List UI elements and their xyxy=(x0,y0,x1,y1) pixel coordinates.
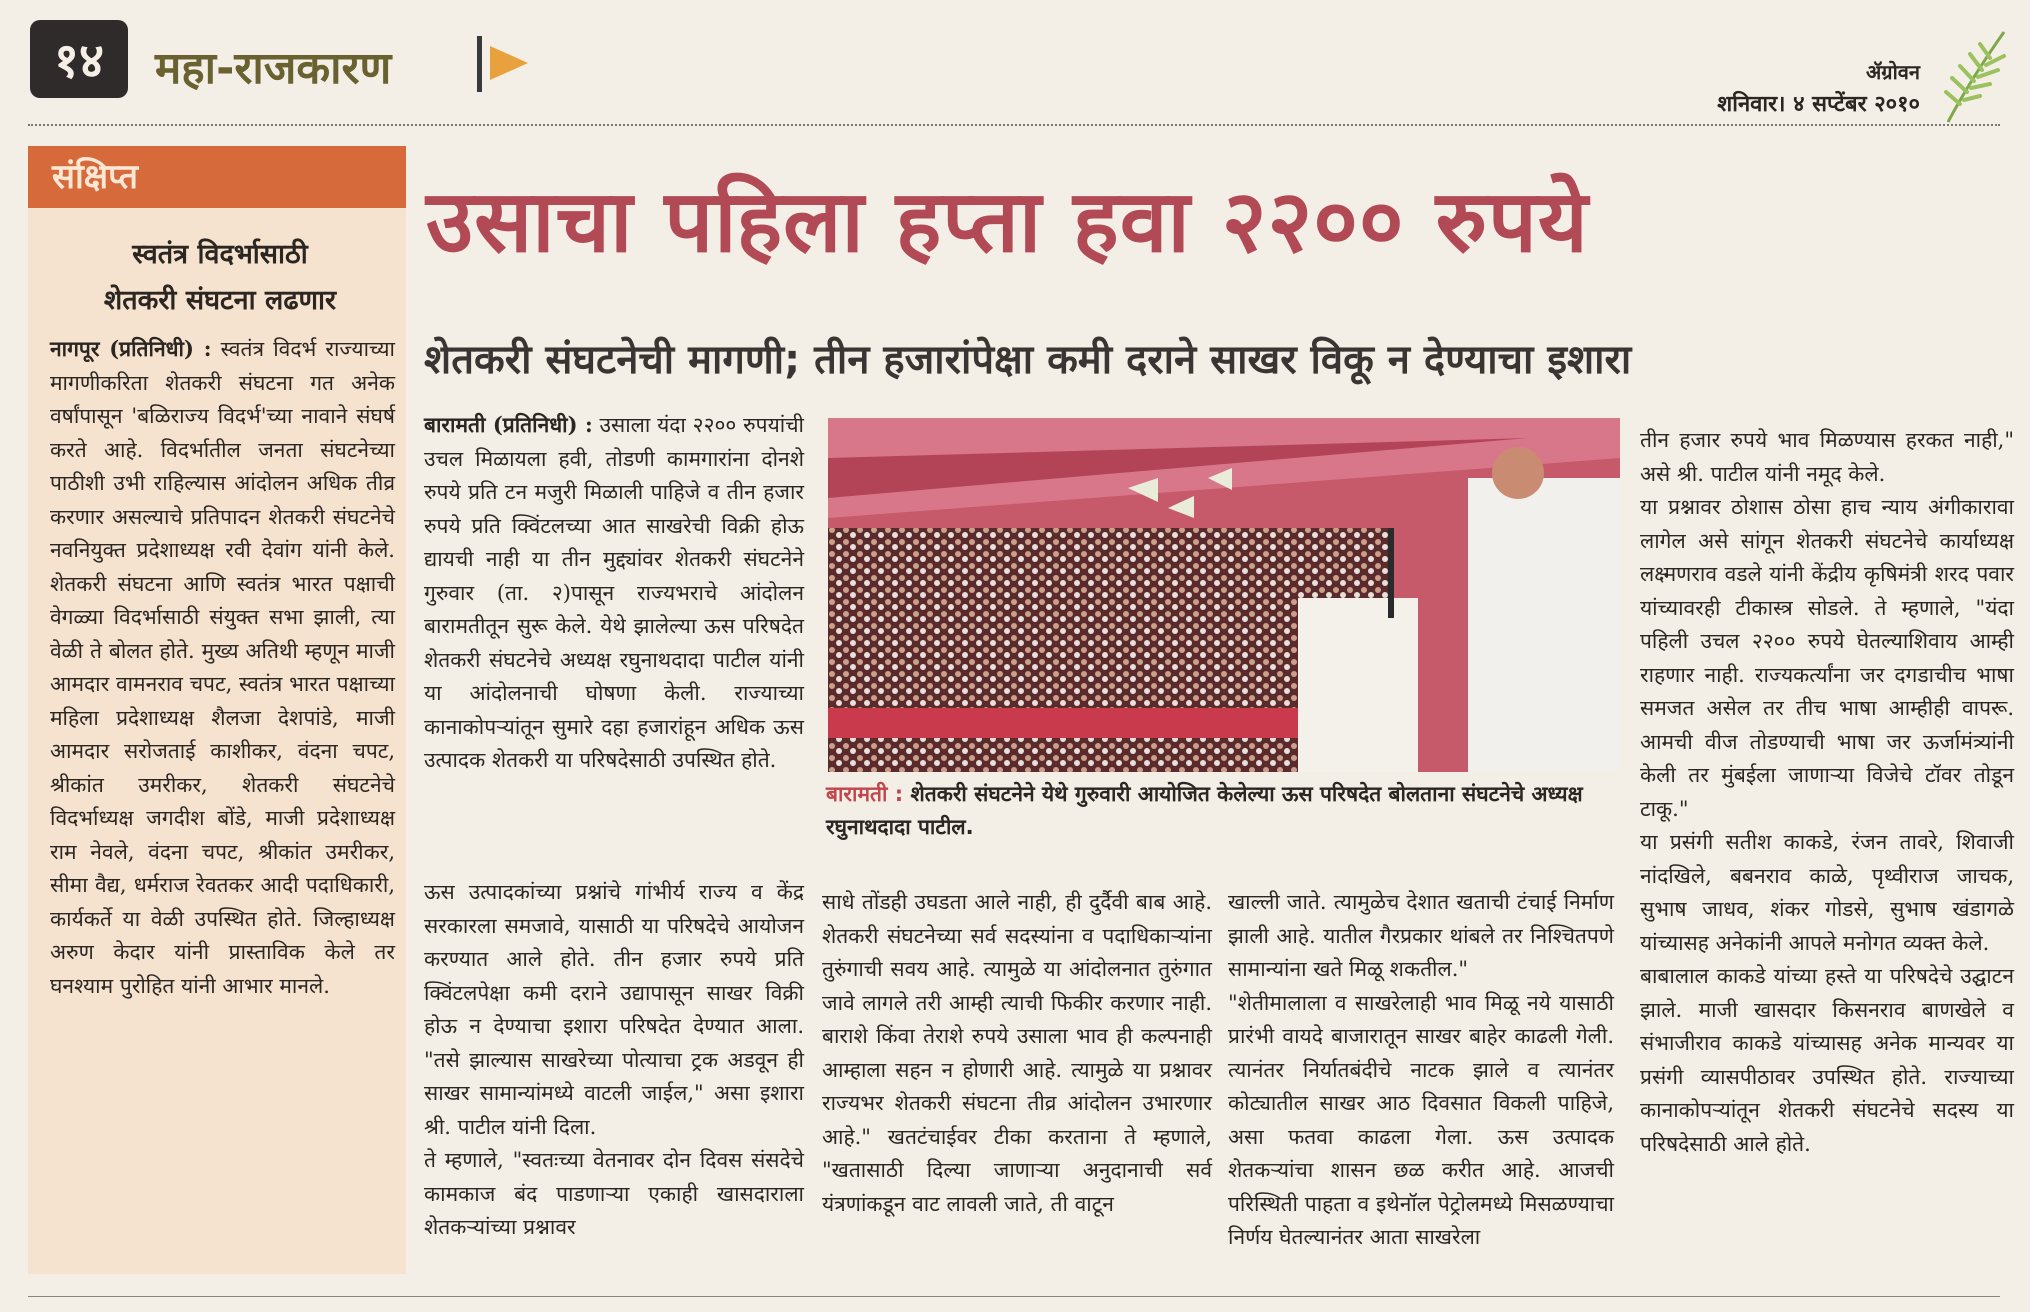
article-column-1-top xyxy=(424,408,804,778)
sidebar-dateline: नागपूर (प्रतिनिधी) : xyxy=(50,336,212,361)
section-title: महा-राजकारण xyxy=(155,43,392,94)
article-column-1-bottom: ऊस उत्पादकांच्या प्रश्नांचे गांभीर्य राज्य व केंद्र सरकारला समजावे, यासाठी या परिषदेचे आयोजन करण्यात आले होते. तीन हजार रुपये प्रति क्विंटलपेक्षा कमी दराने उद्यापासून साखर विक्री होऊ न देण्याचा इशारा परिषदेत देण्यात आला. "तसे झाल्यास साखरेच्या पोत्याचा ट्रक अडवून ही साखर सामान्यांमध्ये वाटली जाईल," असा इशारा श्री. पाटील यांनी दिला. ते म्हणाले, "स्वतःच्या वेतनावर दोन दिवस संसदेचे कामकाज बंद पाडणाऱ्या एकाही खासदाराला शेतकऱ्यांच्या प्रश्नावर xyxy=(424,880,804,1239)
brief-sidebar xyxy=(28,146,406,1274)
caption-location: बारामती : xyxy=(826,782,904,806)
article-column-2: साधे तोंडही उघडता आले नाही, ही दुर्दैवी बाब आहे. शेतकरी संघटनेच्या सर्व सदस्यांना व पदाधिकाऱ्यांना तुरुंगाची सवय आहे. त्यामुळे या आंदोलनात तुरुंगात जावे लागले तरी आम्ही त्याची फिकीर करणार नाही. बाराशे किंवा तेराशे रुपये उसाला भाव ही कल्पनाही आम्हाला सहन न होणारी आहे. त्यामुळे या प्रश्नावर राज्यभर शेतकरी संघटना तीव्र आंदोलन उभारणार आहे." खतटंचाईवर टीका करताना ते म्हणाले, "खतासाठी दिल्या जाणाऱ्या अनुदानाची सर्व यंत्रणांकडून वाट लावली जाते, ती वाटून xyxy=(822,890,1212,1216)
sidebar-tab: संक्षिप्त xyxy=(28,146,406,208)
section-divider xyxy=(477,36,482,92)
sub-headline: शेतकरी संघटनेची मागणी; तीन हजारांपेक्षा कमी दराने साखर विकू न देण्याचा इशारा xyxy=(424,337,1632,383)
article-column-3: खाल्ली जाते. त्यामुळेच देशात खताची टंचाई निर्माण झाली आहे. यातील गैरप्रकार थांबले तर निश्चितपणे सामान्यांना खते मिळू शकतील." "शेतीमालाला व साखरेलाही भाव मिळू नये यासाठी प्रारंभी वायदे बाजारातून साखर बाहेर काढली गेली. त्यानंतर निर्यातबंदीचे नाटक झाले व त्यानंतर कोट्यातील साखर आठ दिवसात विकली पाहिजे, असा फतवा काढला गेला. ऊस उत्पादक शेतकऱ्यांचा शासन छळ करीत आहे. आजची परिस्थिती पाहता व इथेनॉल पेट्रोलमध्ये मिसळण्याचा निर्णय घेतल्यानंतर आता साखरेला xyxy=(1228,890,1614,1249)
sidebar-headline-line2: शेतकरी संघटना लढणार xyxy=(103,285,337,316)
article-dateline: बारामती (प्रतिनिधी) : xyxy=(424,412,593,437)
leaf-logo-icon xyxy=(1940,26,2010,126)
photo-caption xyxy=(826,778,1622,844)
caption-text: शेतकरी संघटनेने येथे गुरुवारी आयोजित केलेल्या ऊस परिषदेत बोलताना संघटनेचे अध्यक्ष रघुनाथदादा पाटील. xyxy=(826,782,1583,839)
header-rule xyxy=(28,124,2000,126)
sidebar-headline-line1: स्वतंत्र विदर्भासाठी xyxy=(132,239,308,270)
rally-photo xyxy=(828,418,1620,772)
sidebar-body xyxy=(50,332,395,1003)
page-number-badge: १४ xyxy=(30,20,128,98)
bottom-rule xyxy=(28,1296,2000,1297)
publication-date: शनिवार। ४ सप्टेंबर २०१० xyxy=(1717,92,1920,117)
rally-photo-illustration xyxy=(828,418,1620,772)
article-column-4: तीन हजार रुपये भाव मिळण्यास हरकत नाही," असे श्री. पाटील यांनी नमूद केले. या प्रश्नावर ठोशास ठोसा हाच न्याय अंगीकारावा लागेल असे सांगून शेतकरी संघटनेचे कार्याध्यक्ष लक्ष्मणराव वडले यांनी केंद्रीय कृषिमंत्री शरद पवार यांच्यावरही टीकास्त्र सोडले. ते म्हणाले, "यंदा पहिली उचल २२०० रुपये घेतल्याशिवाय आम्ही राहणार नाही. राज्यकर्त्यांना जर दगडाचीच भाषा समजत असेल तर तीच भाषा आम्हीही वापरू. आमची वीज तोडण्याची भाषा जर ऊर्जामंत्र्यांनी केली तर मुंबईला जाणाऱ्या विजेचे टॉवर तोडून टाकू." या प्रसंगी सतीश काकडे, रंजन तावरे, शिवाजी नांदखिले, बबनराव काळे, पृथ्वीराज जाचक, सुभाष जाधव, शंकर गोडसे, सुभाष खंडागळे यांच्यासह अनेकांनी आपले मनोगत व्यक्त केले. बाबालाल काकडे यांच्या हस्ते या परिषदेचे उद्घाटन झाले. माजी खासदार किसनराव बाणखेले व संभाजीराव काकडे यांच्यासह अनेक मान्यवर या प्रसंगी व्यासपीठावर उपस्थित होते. राज्याच्या कानाकोपऱ्यांतून शेतकरी संघटनेचे सदस्य या परिषदेसाठी आले होते. xyxy=(1640,428,2014,1156)
sidebar-headline xyxy=(50,232,390,324)
publication-name: ॲग्रोवन xyxy=(1866,60,1920,84)
main-headline: उसाचा पहिला हप्ता हवा २२०० रुपये xyxy=(426,172,1589,272)
arrow-icon xyxy=(490,46,528,80)
sidebar-body-text: स्वतंत्र विदर्भ राज्याच्या मागणीकरिता शेतकरी संघटना गत अनेक वर्षांपासून 'बळिराज्य विदर्भ'च्या नावाने संघर्ष करते आहे. विदर्भातील जनता संघटनेच्या पाठीशी उभी राहिल्यास आंदोलन अधिक तीव्र करणार असल्याचे प्रतिपादन शेतकरी संघटनेचे नवनियुक्त प्रदेशाध्यक्ष रवी देवांग यांनी केले. शेतकरी संघटना आणि स्वतंत्र भारत पक्षाची वेगळ्या विदर्भासाठी संयुक्त सभा झाली, त्या वेळी ते बोलत होते. मुख्य अतिथी म्हणून माजी आमदार वामनराव चपट, स्वतंत्र भारत पक्षाच्या महिला प्रदेशाध्यक्ष शैलजा देशपांडे, माजी आमदार सरोजताई काशीकर, वंदना चपट, श्रीकांत उमरीकर, शेतकरी संघटनेचे विदर्भाध्यक्ष जगदीश बोंडे, माजी प्रदेशाध्यक्ष राम नेवले, वंदना चपट, श्रीकांत उमरीकर, सीमा वैद्य, धर्मराज रेवतकर आदी पदाधिकारी, कार्यकर्ते या वेळी उपस्थित होते. जिल्हाध्यक्ष अरुण केदार यांनी प्रास्ताविक केले तर घनश्याम पुरोहित यांनी आभार मानले. xyxy=(50,337,395,998)
article-para-1: उसाला यंदा २२०० रुपयांची उचल मिळायला हवी, तोडणी कामगारांना दोनशे रुपये प्रति टन मजुरी मिळाली पाहिजे व तीन हजार रुपये प्रति क्विंटलच्या आत साखरेची विक्री होऊ द्यायची नाही या तीन मुद्द्यांवर शेतकरी संघटनेने गुरुवार (ता. २)पासून राज्यभराचे आंदोलन बारामतीतून सुरू केले. येथे झालेल्या ऊस परिषदेत शेतकरी संघटनेचे अध्यक्ष रघुनाथदादा पाटील यांनी या आंदोलनाची घोषणा केली. राज्याच्या कानाकोपऱ्यांतून सुमारे दहा हजारांहून अधिक ऊस उत्पादक शेतकरी या परिषदेसाठी उपस्थित होते. xyxy=(424,413,804,772)
